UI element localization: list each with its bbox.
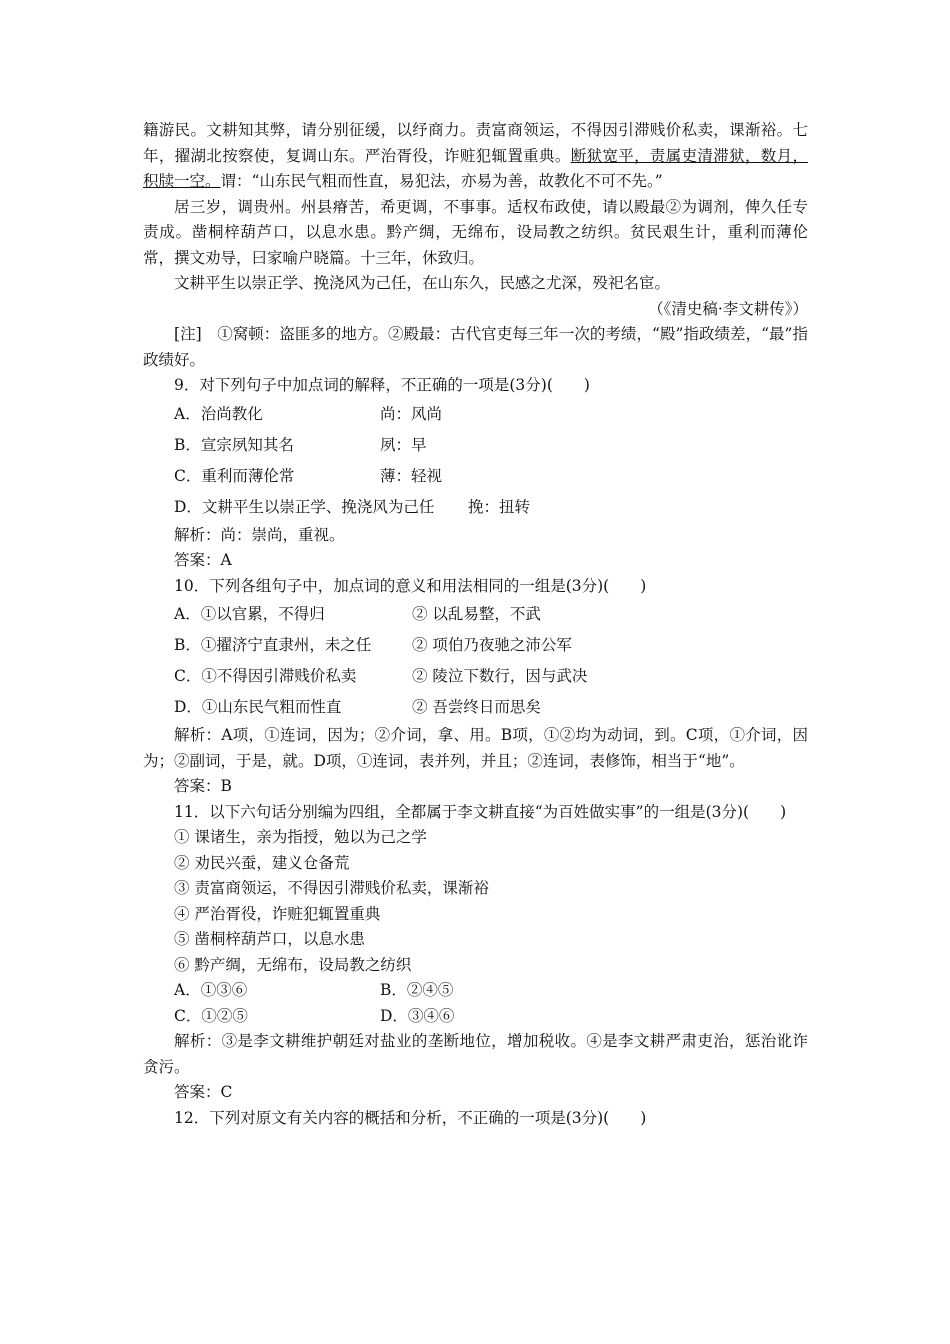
q9-answer: 答案：A: [174, 551, 232, 569]
q11-item: ⑥ 黔产绸，无绵布，设局教之纺织: [174, 955, 412, 974]
q9-option: A．治尚教化 尚：风尚: [174, 404, 443, 423]
q10-option: D．①山东民气粗而性直 ② 吾尝终日而思矣: [174, 698, 541, 716]
passage-paragraph-1: 籍游民。文耕知其弊，请分别征缓，以纾商力。责富商领运，不得因引滞贱价私卖，课渐裕。七年，擢湖北按察使，复调山东。严治胥役，诈赃犯辄置重典。断狱宽平，责属吏清滞狱，数月，积牍一空。谓：“山东民气粗而性直，易犯法，亦易为善，故教化不可不先。”: [143, 121, 808, 190]
q11-answer: 答案：C: [174, 1083, 233, 1101]
q10-options: [143, 599, 808, 723]
passage-source: （《清史稿·李文耕传》）: [648, 299, 808, 318]
q11-choice-row: A．①③⑥ B．②④⑤: [174, 981, 454, 999]
q9-stem: 9．对下列句子中加点词的解释，不正确的一项是(3分)( ): [174, 376, 590, 394]
passage-paragraph-2: 居三岁，调贵州。州县瘠苦，希更调，不事事。适权布政使，请以殿最②为调剂，俾久任专责成。凿桐梓葫芦口，以息水患。黔产绸，无绵布，设局教之纺织。贫民艰生计，重利而薄伦常，撰文劝导，曰家喻户晓篇。十三年，休致归。: [143, 197, 808, 267]
q9-option: C．重利而薄伦常 薄：轻视: [174, 466, 443, 485]
q10-option: A．①以官累，不得归 ② 以乱易整，不武: [174, 605, 541, 623]
q10-answer: 答案：B: [174, 777, 232, 795]
document-page: [143, 118, 808, 1131]
q9-options: [143, 399, 808, 523]
q12-stem: 12．下列对原文有关内容的概括和分析，不正确的一项是(3分)( ): [174, 1108, 647, 1127]
q11-item: ② 劝民兴蚕，建义仓备荒: [174, 853, 350, 872]
q9-option: B．宣宗夙知其名 夙：早: [174, 435, 427, 454]
q11-item: ① 课诸生，亲为指授，勉以为己之学: [174, 828, 427, 846]
q10-stem: 10．下列各组句子中，加点词的意义和用法相同的一组是(3分)( ): [174, 576, 647, 595]
q10-option: C．①不得因引滞贱价私卖 ② 陵泣下数行，因与武决: [174, 667, 588, 685]
q11-stem: 11．以下六句话分别编为四组，全都属于李文耕直接“为百姓做实事”的一组是(3分)( ): [174, 802, 787, 821]
q11-item: ⑤ 凿桐梓葫芦口，以息水患: [174, 930, 365, 948]
underlined-sentence: 断狱宽平，责属吏清滞狱，数月，积牍一空。: [143, 146, 808, 190]
q11-analysis: 解析：③是李文耕维护朝廷对盐业的垄断地位，增加税收。④是李文耕严肃吏治，惩治讹诈贪污。: [143, 1032, 808, 1076]
q10-option: B．①擢济宁直隶州，未之任 ② 项伯乃夜驰之沛公军: [174, 636, 572, 654]
q11-choices: [143, 978, 808, 1029]
passage-paragraph-3: 文耕平生以崇正学、挽浇风为己任，在山东久，民感之尤深，殁祀名宦。: [174, 274, 671, 292]
q10-analysis: 解析：A项，①连词，因为；②介词，拿、用。B项，①②均为动词，到。C项，①介词，因为；②副词，于是，就。D项，①连词，表并列，并且；②连词，表修饰，相当于“地”。: [143, 726, 808, 770]
q11-item: ③ 责富商领运，不得因引滞贱价私卖，课渐裕: [174, 879, 489, 897]
passage-note: [注] ①窝顿：盗匪多的地方。②殿最：古代官吏每三年一次的考绩，“殿”指政绩差，“最”指政绩好。: [143, 325, 808, 369]
q9-option: D．文耕平生以崇正学、挽浇风为己任 挽：扭转: [174, 497, 531, 516]
q11-items: [143, 825, 808, 978]
q11-item: ④ 严治胥役，诈赃犯辄置重典: [174, 904, 381, 923]
q9-analysis: 解析：尚：崇尚，重视。: [174, 525, 345, 544]
q11-choice-row: C．①②⑤ D．③④⑥: [174, 1006, 455, 1025]
